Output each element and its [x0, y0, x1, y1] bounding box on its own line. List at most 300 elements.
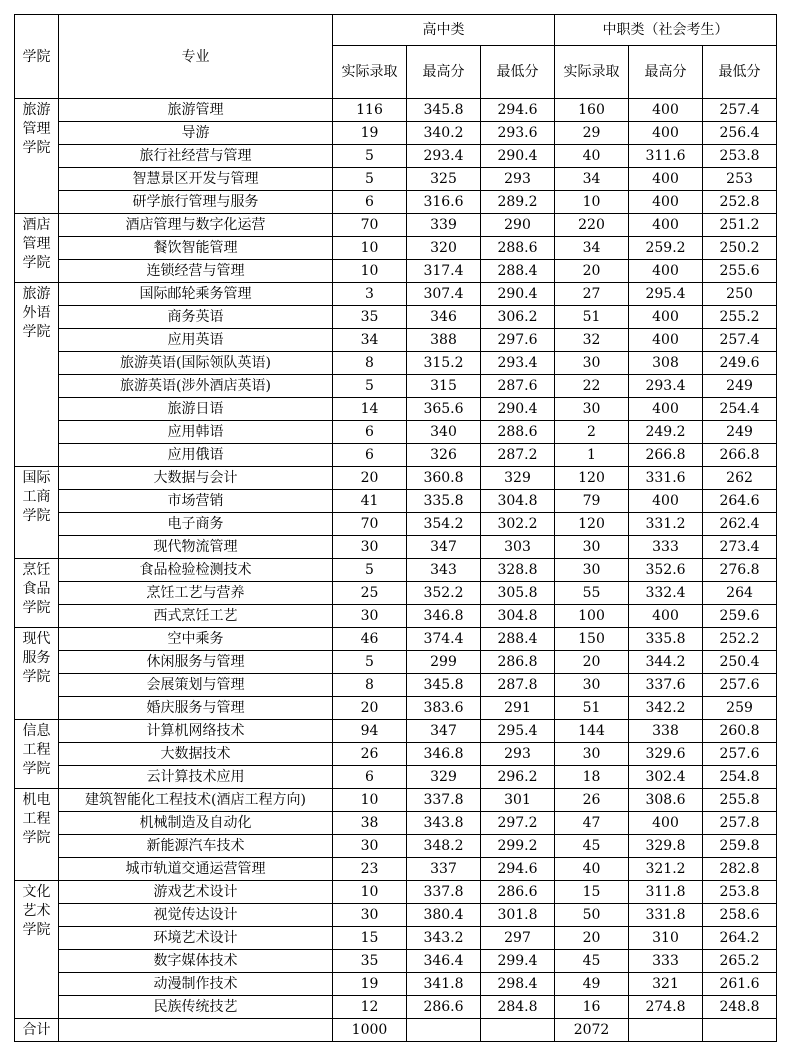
- table-row: [15, 697, 777, 720]
- table-row: [15, 996, 777, 1019]
- g-actual-cell: 5: [333, 375, 407, 398]
- z-actual-cell: 20: [555, 260, 629, 283]
- g-min-cell: 294.6: [481, 99, 555, 122]
- g-min-cell: 299.2: [481, 835, 555, 858]
- major-name: 空中乘务: [59, 628, 333, 651]
- g-min-cell: 297.2: [481, 812, 555, 835]
- g-min-cell: 298.4: [481, 973, 555, 996]
- z-min-cell: 259.6: [703, 605, 777, 628]
- z-max-cell: 400: [629, 214, 703, 237]
- g-actual-cell: 6: [333, 766, 407, 789]
- g-min-cell: 297: [481, 927, 555, 950]
- g-actual-cell: 70: [333, 513, 407, 536]
- g-max-cell: 337.8: [407, 789, 481, 812]
- z-actual-cell: 27: [555, 283, 629, 306]
- g-actual-cell: 3: [333, 283, 407, 306]
- z-max-cell: 342.2: [629, 697, 703, 720]
- z-min-cell: 266.8: [703, 444, 777, 467]
- g-min-cell: 286.8: [481, 651, 555, 674]
- major-name: 大数据与会计: [59, 467, 333, 490]
- z-max-cell: 308.6: [629, 789, 703, 812]
- z-actual-cell: 18: [555, 766, 629, 789]
- table-row: [15, 881, 777, 904]
- table-row: [15, 444, 777, 467]
- major-name: 西式烹饪工艺: [59, 605, 333, 628]
- g-min-cell: 304.8: [481, 605, 555, 628]
- g-min-cell: 290.4: [481, 398, 555, 421]
- z-min-cell: 260.8: [703, 720, 777, 743]
- table-row: [15, 582, 777, 605]
- z-max-cell: 400: [629, 812, 703, 835]
- g-min-cell: 305.8: [481, 582, 555, 605]
- major-name: 民族传统技艺: [59, 996, 333, 1019]
- g-min-cell: 293.6: [481, 122, 555, 145]
- g-actual-cell: 116: [333, 99, 407, 122]
- major-name: 城市轨道交通运营管理: [59, 858, 333, 881]
- major-name: 智慧景区开发与管理: [59, 168, 333, 191]
- table-row: [15, 306, 777, 329]
- table-row: [15, 329, 777, 352]
- g-actual-cell: 8: [333, 674, 407, 697]
- g-actual-cell: 23: [333, 858, 407, 881]
- g-min-cell: 287.8: [481, 674, 555, 697]
- z-min-cell: 258.6: [703, 904, 777, 927]
- z-actual-cell: 220: [555, 214, 629, 237]
- total-g-max: [407, 1019, 481, 1042]
- z-min-cell: 249: [703, 421, 777, 444]
- table-row: [15, 421, 777, 444]
- z-min-cell: 252.2: [703, 628, 777, 651]
- table-row: [15, 904, 777, 927]
- major-name: 商务英语: [59, 306, 333, 329]
- g-min-cell: 293: [481, 743, 555, 766]
- z-actual-cell: 30: [555, 559, 629, 582]
- college-name: 现代服务学院: [15, 628, 59, 720]
- major-name: 旅行社经营与管理: [59, 145, 333, 168]
- g-min-cell: 289.2: [481, 191, 555, 214]
- g-max-cell: 293.4: [407, 145, 481, 168]
- g-max-cell: 346: [407, 306, 481, 329]
- major-name: 研学旅行管理与服务: [59, 191, 333, 214]
- college-name: 信息工程学院: [15, 720, 59, 789]
- major-name: 婚庆服务与管理: [59, 697, 333, 720]
- g-min-cell: 304.8: [481, 490, 555, 513]
- z-min-cell: 255.8: [703, 789, 777, 812]
- z-max-cell: 400: [629, 260, 703, 283]
- table-row: [15, 766, 777, 789]
- g-min-cell: 329: [481, 467, 555, 490]
- z-max-cell: 400: [629, 191, 703, 214]
- z-min-cell: 250.4: [703, 651, 777, 674]
- z-actual-cell: 30: [555, 352, 629, 375]
- major-name: 云计算技术应用: [59, 766, 333, 789]
- table-row: [15, 513, 777, 536]
- g-max-cell: 343.2: [407, 927, 481, 950]
- major-name: 数字媒体技术: [59, 950, 333, 973]
- g-max-cell: 286.6: [407, 996, 481, 1019]
- g-actual-cell: 19: [333, 122, 407, 145]
- g-max-cell: 352.2: [407, 582, 481, 605]
- major-name: 休闲服务与管理: [59, 651, 333, 674]
- z-min-cell: 257.4: [703, 329, 777, 352]
- major-name: 旅游英语(涉外酒店英语): [59, 375, 333, 398]
- z-actual-cell: 55: [555, 582, 629, 605]
- z-actual-cell: 32: [555, 329, 629, 352]
- major-name: 烹饪工艺与营养: [59, 582, 333, 605]
- header-row-1: [15, 15, 777, 46]
- z-max-cell: 302.4: [629, 766, 703, 789]
- z-max-cell: 400: [629, 122, 703, 145]
- g-min-cell: 294.6: [481, 858, 555, 881]
- z-actual-cell: 120: [555, 513, 629, 536]
- z-min-cell: 264.2: [703, 927, 777, 950]
- g-actual-cell: 30: [333, 605, 407, 628]
- g-actual-cell: 19: [333, 973, 407, 996]
- z-min-cell: 259.8: [703, 835, 777, 858]
- g-min-cell: 288.4: [481, 628, 555, 651]
- g-max-cell: 337.8: [407, 881, 481, 904]
- g-actual-cell: 30: [333, 536, 407, 559]
- g-max-cell: 320: [407, 237, 481, 260]
- z-max-cell: 308: [629, 352, 703, 375]
- g-min-cell: 301: [481, 789, 555, 812]
- table-row: [15, 927, 777, 950]
- z-actual-cell: 1: [555, 444, 629, 467]
- g-max-cell: 315: [407, 375, 481, 398]
- z-max-cell: 321: [629, 973, 703, 996]
- z-max-cell: 335.8: [629, 628, 703, 651]
- z-min-cell: 255.6: [703, 260, 777, 283]
- g-max-cell: 383.6: [407, 697, 481, 720]
- major-name: 酒店管理与数字化运营: [59, 214, 333, 237]
- g-max-cell: 341.8: [407, 973, 481, 996]
- z-actual-cell: 22: [555, 375, 629, 398]
- g-actual-cell: 12: [333, 996, 407, 1019]
- g-actual-cell: 25: [333, 582, 407, 605]
- major-name: 大数据技术: [59, 743, 333, 766]
- table-row: [15, 122, 777, 145]
- g-min-cell: 293: [481, 168, 555, 191]
- table-row: [15, 191, 777, 214]
- major-name: 新能源汽车技术: [59, 835, 333, 858]
- z-actual-cell: 15: [555, 881, 629, 904]
- z-max-cell: 331.2: [629, 513, 703, 536]
- z-max-cell: 331.8: [629, 904, 703, 927]
- college-name: 机电工程学院: [15, 789, 59, 881]
- college-name: 旅游管理学院: [15, 99, 59, 214]
- table-row: [15, 950, 777, 973]
- z-max-cell: 400: [629, 490, 703, 513]
- z-actual-cell: 30: [555, 398, 629, 421]
- z-actual-cell: 79: [555, 490, 629, 513]
- z-min-cell: 257.4: [703, 99, 777, 122]
- table-row: [15, 973, 777, 996]
- table-row: [15, 651, 777, 674]
- z-min-cell: 276.8: [703, 559, 777, 582]
- g-max-cell: 340: [407, 421, 481, 444]
- major-name: 导游: [59, 122, 333, 145]
- z-actual-cell: 34: [555, 168, 629, 191]
- college-name: 酒店管理学院: [15, 214, 59, 283]
- g-actual-cell: 8: [333, 352, 407, 375]
- z-min-cell: 249.6: [703, 352, 777, 375]
- g-min-cell: 301.8: [481, 904, 555, 927]
- table-row: [15, 214, 777, 237]
- z-max-cell: 352.6: [629, 559, 703, 582]
- g-actual-cell: 14: [333, 398, 407, 421]
- g-min-cell: 299.4: [481, 950, 555, 973]
- z-max-cell: 311.8: [629, 881, 703, 904]
- admission-score-table: [14, 14, 777, 1042]
- z-actual-cell: 2: [555, 421, 629, 444]
- z-max-cell: 266.8: [629, 444, 703, 467]
- g-min-cell: 306.2: [481, 306, 555, 329]
- z-min-cell: 251.2: [703, 214, 777, 237]
- table-row: [15, 674, 777, 697]
- z-min-cell: 250.2: [703, 237, 777, 260]
- z-min-cell: 264.6: [703, 490, 777, 513]
- table-row: [15, 743, 777, 766]
- g-max-cell: 325: [407, 168, 481, 191]
- z-actual-cell: 30: [555, 743, 629, 766]
- z-actual-cell: 10: [555, 191, 629, 214]
- major-name: 环境艺术设计: [59, 927, 333, 950]
- g-max-cell: 365.6: [407, 398, 481, 421]
- z-max-cell: 293.4: [629, 375, 703, 398]
- g-max-cell: 346.8: [407, 605, 481, 628]
- major-name: 连锁经营与管理: [59, 260, 333, 283]
- g-min-cell: 287.2: [481, 444, 555, 467]
- z-actual-cell: 30: [555, 536, 629, 559]
- header-group-gaozhong: 高中类: [333, 15, 555, 46]
- g-max-cell: 345.8: [407, 674, 481, 697]
- header-z-min: 最低分: [703, 46, 777, 99]
- g-actual-cell: 5: [333, 168, 407, 191]
- g-min-cell: 328.8: [481, 559, 555, 582]
- z-max-cell: 333: [629, 950, 703, 973]
- g-max-cell: 329: [407, 766, 481, 789]
- g-max-cell: 337: [407, 858, 481, 881]
- g-actual-cell: 30: [333, 904, 407, 927]
- table-row: [15, 812, 777, 835]
- major-name: 应用英语: [59, 329, 333, 352]
- g-max-cell: 317.4: [407, 260, 481, 283]
- g-max-cell: 346.8: [407, 743, 481, 766]
- z-actual-cell: 144: [555, 720, 629, 743]
- header-major: 专业: [59, 15, 333, 99]
- g-max-cell: 326: [407, 444, 481, 467]
- table-row: [15, 283, 777, 306]
- z-min-cell: 257.6: [703, 743, 777, 766]
- g-actual-cell: 35: [333, 306, 407, 329]
- z-actual-cell: 51: [555, 306, 629, 329]
- z-min-cell: 254.4: [703, 398, 777, 421]
- g-min-cell: 284.8: [481, 996, 555, 1019]
- major-name: 国际邮轮乘务管理: [59, 283, 333, 306]
- table-row: [15, 260, 777, 283]
- table-row: [15, 605, 777, 628]
- g-min-cell: 288.6: [481, 237, 555, 260]
- z-max-cell: 344.2: [629, 651, 703, 674]
- g-actual-cell: 94: [333, 720, 407, 743]
- g-max-cell: 347: [407, 720, 481, 743]
- college-name: 国际工商学院: [15, 467, 59, 559]
- g-actual-cell: 30: [333, 835, 407, 858]
- z-actual-cell: 16: [555, 996, 629, 1019]
- table-row: [15, 375, 777, 398]
- z-max-cell: 332.4: [629, 582, 703, 605]
- z-min-cell: 261.6: [703, 973, 777, 996]
- g-actual-cell: 70: [333, 214, 407, 237]
- major-name: 视觉传达设计: [59, 904, 333, 927]
- g-actual-cell: 41: [333, 490, 407, 513]
- g-max-cell: 307.4: [407, 283, 481, 306]
- g-min-cell: 296.2: [481, 766, 555, 789]
- z-min-cell: 254.8: [703, 766, 777, 789]
- z-min-cell: 250: [703, 283, 777, 306]
- z-max-cell: 338: [629, 720, 703, 743]
- header-z-max: 最高分: [629, 46, 703, 99]
- college-name: 旅游外语学院: [15, 283, 59, 467]
- z-max-cell: 331.6: [629, 467, 703, 490]
- g-actual-cell: 15: [333, 927, 407, 950]
- g-actual-cell: 26: [333, 743, 407, 766]
- g-max-cell: 360.8: [407, 467, 481, 490]
- table-row: [15, 559, 777, 582]
- g-min-cell: 290.4: [481, 283, 555, 306]
- total-blank: [59, 1019, 333, 1042]
- z-max-cell: 400: [629, 398, 703, 421]
- table-row: [15, 490, 777, 513]
- header-g-actual: 实际录取: [333, 46, 407, 99]
- z-actual-cell: 40: [555, 858, 629, 881]
- g-min-cell: 293.4: [481, 352, 555, 375]
- z-max-cell: 274.8: [629, 996, 703, 1019]
- z-max-cell: 400: [629, 329, 703, 352]
- z-min-cell: 257.6: [703, 674, 777, 697]
- z-actual-cell: 47: [555, 812, 629, 835]
- admission-table-container: [14, 14, 777, 1042]
- total-z-max: [629, 1019, 703, 1042]
- z-actual-cell: 120: [555, 467, 629, 490]
- z-actual-cell: 29: [555, 122, 629, 145]
- z-max-cell: 400: [629, 168, 703, 191]
- major-name: 应用韩语: [59, 421, 333, 444]
- z-max-cell: 333: [629, 536, 703, 559]
- z-max-cell: 400: [629, 99, 703, 122]
- z-actual-cell: 50: [555, 904, 629, 927]
- g-actual-cell: 10: [333, 237, 407, 260]
- g-min-cell: 288.4: [481, 260, 555, 283]
- g-max-cell: 388: [407, 329, 481, 352]
- z-max-cell: 329.8: [629, 835, 703, 858]
- z-max-cell: 311.6: [629, 145, 703, 168]
- g-max-cell: 343.8: [407, 812, 481, 835]
- table-row: [15, 789, 777, 812]
- g-min-cell: 287.6: [481, 375, 555, 398]
- g-actual-cell: 10: [333, 260, 407, 283]
- g-min-cell: 286.6: [481, 881, 555, 904]
- table-row: [15, 720, 777, 743]
- table-row: [15, 168, 777, 191]
- g-max-cell: 354.2: [407, 513, 481, 536]
- major-name: 会展策划与管理: [59, 674, 333, 697]
- major-name: 机械制造及自动化: [59, 812, 333, 835]
- z-min-cell: 248.8: [703, 996, 777, 1019]
- z-min-cell: 259: [703, 697, 777, 720]
- z-min-cell: 253: [703, 168, 777, 191]
- table-row: [15, 628, 777, 651]
- major-name: 游戏艺术设计: [59, 881, 333, 904]
- g-actual-cell: 20: [333, 467, 407, 490]
- z-min-cell: 253.8: [703, 145, 777, 168]
- total-g-min: [481, 1019, 555, 1042]
- major-name: 现代物流管理: [59, 536, 333, 559]
- g-max-cell: 316.6: [407, 191, 481, 214]
- z-min-cell: 252.8: [703, 191, 777, 214]
- z-actual-cell: 45: [555, 950, 629, 973]
- table-row: [15, 145, 777, 168]
- z-actual-cell: 20: [555, 651, 629, 674]
- z-min-cell: 255.2: [703, 306, 777, 329]
- z-min-cell: 265.2: [703, 950, 777, 973]
- g-max-cell: 315.2: [407, 352, 481, 375]
- z-min-cell: 264: [703, 582, 777, 605]
- g-max-cell: 346.4: [407, 950, 481, 973]
- college-name: 文化艺术学院: [15, 881, 59, 1019]
- g-max-cell: 345.8: [407, 99, 481, 122]
- table-row: [15, 398, 777, 421]
- z-actual-cell: 150: [555, 628, 629, 651]
- total-row: [15, 1019, 777, 1042]
- table-row: [15, 467, 777, 490]
- total-z-actual: 2072: [555, 1019, 629, 1042]
- g-actual-cell: 5: [333, 145, 407, 168]
- major-name: 食品检验检测技术: [59, 559, 333, 582]
- g-actual-cell: 35: [333, 950, 407, 973]
- z-actual-cell: 160: [555, 99, 629, 122]
- g-actual-cell: 5: [333, 651, 407, 674]
- z-actual-cell: 49: [555, 973, 629, 996]
- z-min-cell: 273.4: [703, 536, 777, 559]
- z-max-cell: 400: [629, 605, 703, 628]
- table-row: [15, 99, 777, 122]
- g-max-cell: 380.4: [407, 904, 481, 927]
- table-row: [15, 858, 777, 881]
- major-name: 旅游日语: [59, 398, 333, 421]
- z-max-cell: 329.6: [629, 743, 703, 766]
- z-actual-cell: 51: [555, 697, 629, 720]
- g-actual-cell: 38: [333, 812, 407, 835]
- z-max-cell: 400: [629, 306, 703, 329]
- major-name: 旅游管理: [59, 99, 333, 122]
- g-max-cell: 335.8: [407, 490, 481, 513]
- major-name: 餐饮智能管理: [59, 237, 333, 260]
- z-actual-cell: 26: [555, 789, 629, 812]
- header-college: 学院: [15, 15, 59, 99]
- college-name: 烹饪食品学院: [15, 559, 59, 628]
- g-min-cell: 290: [481, 214, 555, 237]
- g-min-cell: 295.4: [481, 720, 555, 743]
- total-g-actual: 1000: [333, 1019, 407, 1042]
- g-min-cell: 303: [481, 536, 555, 559]
- g-actual-cell: 10: [333, 881, 407, 904]
- header-z-actual: 实际录取: [555, 46, 629, 99]
- g-min-cell: 297.6: [481, 329, 555, 352]
- g-actual-cell: 6: [333, 444, 407, 467]
- z-actual-cell: 34: [555, 237, 629, 260]
- g-actual-cell: 20: [333, 697, 407, 720]
